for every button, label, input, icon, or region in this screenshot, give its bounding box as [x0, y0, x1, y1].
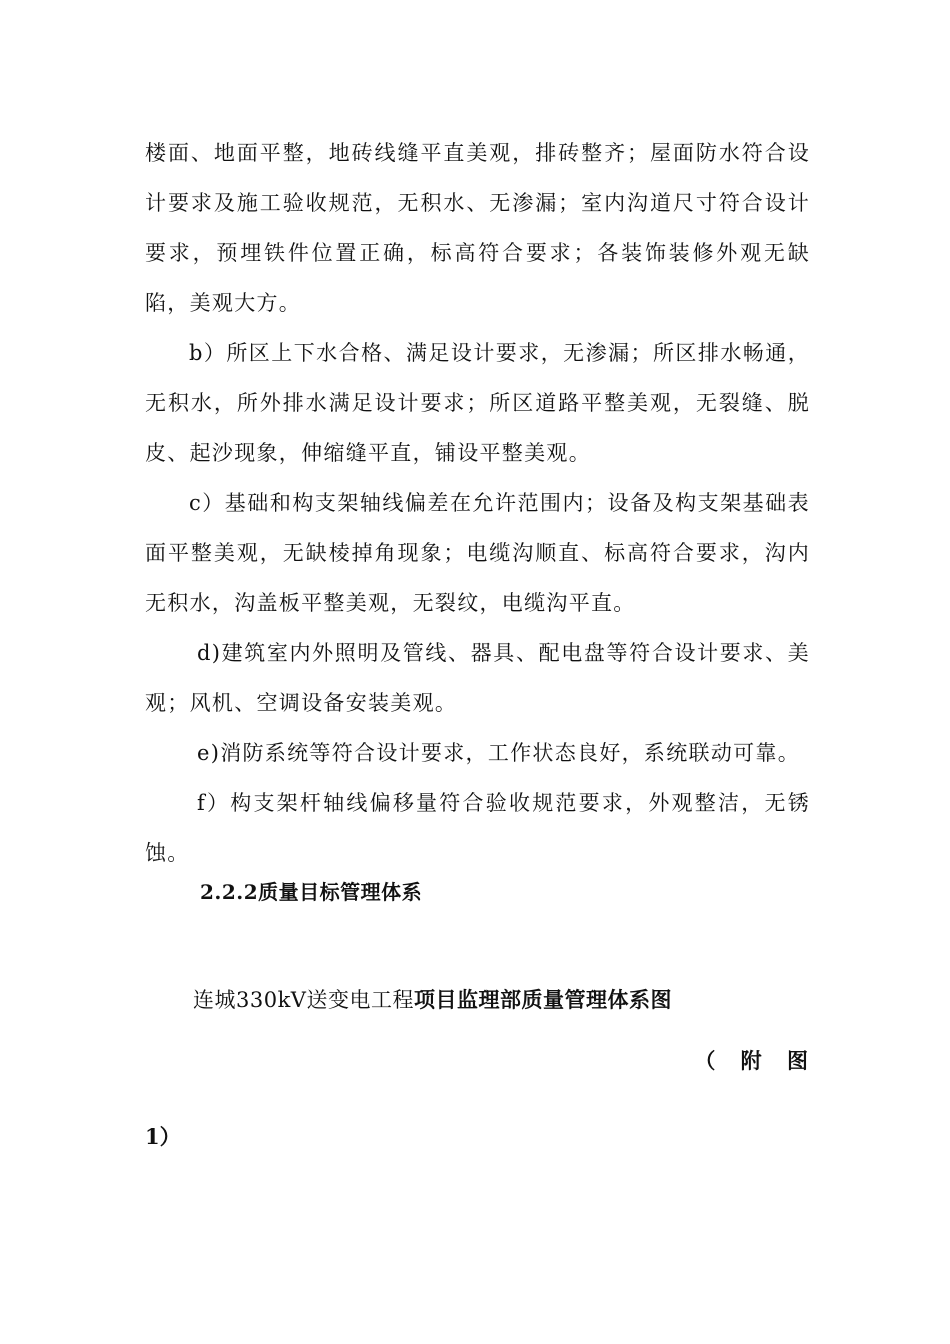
annex-reference-line1: （ 附 图 — [694, 1048, 808, 1073]
paragraph-intro: 楼面、地面平整，地砖线缝平直美观，排砖整齐；屋面防水符合设计要求及施工验收规范，无积水、无渗漏；室内沟道尺寸符合设计要求，预埋铁件位置正确，标高符合要求；各装饰装修外观无缺陷，美观大方。 — [145, 141, 810, 315]
paragraph-d: d)建筑室内外照明及管线、器具、配电盘等符合设计要求、美观；风机、空调设备安装美观。 — [145, 641, 810, 715]
figure-title — [193, 984, 672, 1014]
section-heading: 2.2.2质量目标管理体系 — [200, 880, 423, 904]
paragraph-b: b）所区上下水合格、满足设计要求，无渗漏；所区排水畅通，无积水，所外排水满足设计要求；所区道路平整美观，无裂缝、脱皮、起沙现象，伸缩缝平直，铺设平整美观。 — [145, 341, 810, 465]
figure-title-regular: 连城330kV送变电工程 — [193, 988, 414, 1012]
paragraph-c: c）基础和构支架轴线偏差在允许范围内；设备及构支架基础表面平整美观，无缺棱掉角现象；电缆沟顺直、标高符合要求，沟内无积水，沟盖板平整美观，无裂纹，电缆沟平直。 — [145, 491, 810, 615]
paragraph-f: f）构支架杆轴线偏移量符合验收规范要求，外观整洁，无锈蚀。 — [145, 791, 810, 865]
annex-reference-line2: 1） — [145, 1124, 181, 1149]
paragraph-e: e)消防系统等符合设计要求，工作状态良好，系统联动可靠。 — [197, 741, 801, 765]
figure-title-bold: 项目监理部质量管理体系图 — [413, 987, 672, 1012]
